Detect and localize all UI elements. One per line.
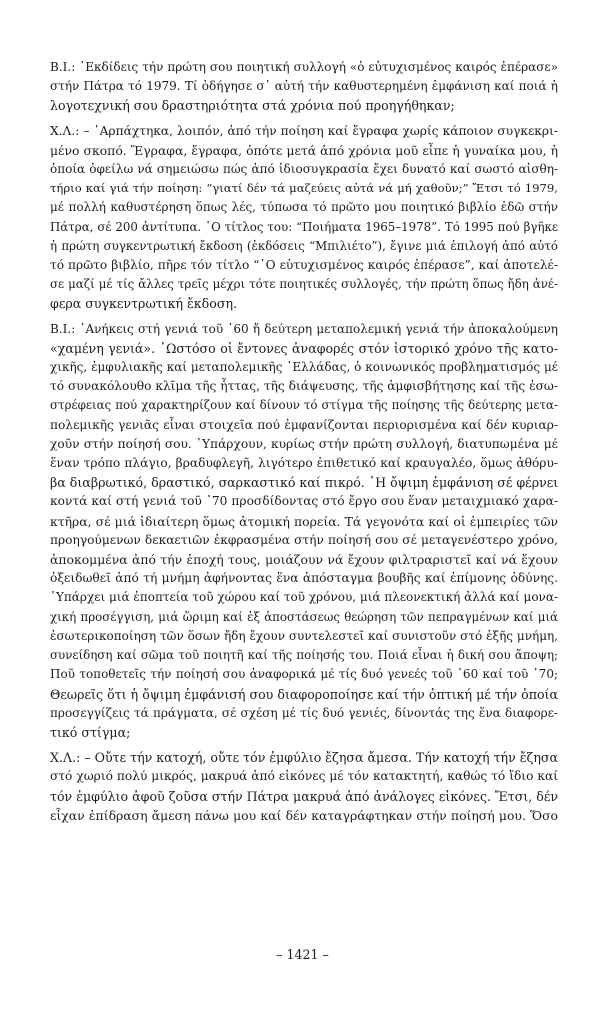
text-line: τό πρῶτο βιβλίο, πῆρε τόν τίτλο “῾Ο εὐτυχισμένος καιρός ἐπέρασε”, καί ἀποτελέ-: [50, 258, 558, 273]
text-line: τικό στίγμα;: [50, 724, 131, 740]
document-body: [50, 58, 558, 831]
text-line: τήριο καί γιά τήν ποίηση: “γιατί δέν τά μαζεύεις αὐτά νά μή χαθοῦν;” Ἔτσι τό 1979,: [50, 181, 558, 196]
text-line: Ποῦ τοποθετεῖς τήν ποίησή σου ἀναφορικά μέ τίς δυό γενεές τοῦ ᾿60 καί τοῦ ᾿70;: [50, 667, 558, 682]
text-line: ἐσωτερικοποίηση τῶν ὅσων ἤδη ἔχουν συντελεστεῖ καί συνιστοῦν στό ἑξῆς μνήμη,: [50, 628, 558, 643]
text-line: χοῦν στήν ποίησή σου. ῾Υπάρχουν, κυρίως στήν πρώτη συλλογή, διατυπωμένα μέ: [50, 436, 558, 451]
page-number: – 1421 –: [276, 947, 329, 962]
question-paragraph: [50, 320, 558, 742]
text-line: κοντά καί στή γενιά τοῦ ᾿70 προσδίδοντας στό ἔργο σου ἕναν μεταιχμιακό χαρα-: [50, 494, 558, 509]
text-line: στήν Πάτρα τό 1979. Τί ὁδήγησε σ᾿ αὐτή τήν καθυστερημένη ἐμφάνιση καί ποιά ἡ: [50, 79, 558, 94]
text-line: εἶχαν ἐπίδραση ἄμεση πάνω μου καί δέν καταγράφτηκαν στήν ποίησή μου. Ὅσο: [50, 807, 558, 823]
text-line: μέ πολλή καθυστέρηση ὅπως λές, τύπωσα τό πρῶτο μου ποιητικό βιβλίο ἐδῶ στήν: [50, 200, 558, 215]
text-line: ἀποκομμένα ἀπό τήν ἐποχή τους, μοιάζουν νά ἔχουν φιλτραριστεῖ καί νά ἔχουν: [50, 552, 558, 568]
text-line: λογοτεχνική σου δραστηριότητα στά χρόνια πού προηγήθηκαν;: [50, 98, 455, 114]
text-line: προηγούμενων δεκαετιῶν ἐκφρασμένα στήν ποίησή σου σέ μεταγενέστερο χρόνο,: [50, 532, 558, 547]
text-line: φερα συγκεντρωτική ἔκδοση.: [50, 296, 237, 312]
text-line: στό χωριό πολύ μικρός, μακρυά ἀπό εἰκόνες μέ τόν κατακτητή, καθώς τό ἴδιο καί: [50, 769, 558, 784]
text-line: χικῆς, ἐμφυλιακῆς καί μεταπολεμικῆς ῾Ελλάδας, ὁ κοινωνικός προβληματισμός μέ: [50, 360, 558, 375]
text-line: Πάτρα, σέ 200 ἀντίτυπα. ῾Ο τίτλος του: “Ποιήματα 1965–1978”. Τό 1995 πού βγῆκε: [50, 219, 558, 234]
text-line: κτῆρα, σέ μιά ἰδιαίτερη ὅμως ἀτομική πορεία. Τά γεγονότα καί οἱ ἐμπειρίες τῶν: [50, 513, 558, 529]
text-line: προσεγγίζεις τά πράγματα, σέ σχέση μέ τίς δυό γενιές, δίνοντάς της ἕνα διαφορε-: [50, 705, 558, 720]
question-paragraph: [50, 58, 558, 116]
text-line: ῾Υπάρχει μιά ἐποπτεία τοῦ χώρου καί τοῦ χρόνου, μιά πλεονεκτική ἀλλά καί μονα-: [50, 590, 558, 605]
text-line: ὀξειδωθεῖ ἀπό τή μνήμη ἀφήνοντας ἕνα ἀπόσταγμα βουβῆς καί ἐπίμονης ὀδύνης.: [50, 571, 558, 586]
text-line: σε μαζί μέ τίς ἄλλες τρεῖς μέχρι τότε ποιητικές συλλογές, τήν πρώτη ὅπως ἤδη ἀνέ-: [50, 277, 558, 292]
text-line: «χαμένη γενιά». ᾿Ωστόσο οἱ ἔντονες ἀναφορές στόν ἱστορικό χρόνο τῆς κατο-: [50, 340, 558, 356]
text-line: Θεωρεῖς ὅτι ἡ ὄψιμη ἐμφάνισή σου διαφοροποίησε καί τήν ὀπτική μέ τήν ὁποία: [50, 686, 558, 702]
text-line: πολεμικῆς γενιᾶς εἶναι στοιχεῖα πού ἐμφανίζονται περιορισμένα καί δέν κυριαρ-: [50, 417, 558, 432]
answer-paragraph: [50, 122, 558, 314]
text-line: Χ.Λ.: – Οὔτε τήν κατοχή, οὔτε τόν ἐμφύλιο ἔζησα ἄμεσα. Τήν κατοχή τήν ἔζησα: [50, 750, 558, 766]
text-line: ὁποία ὀφείλω νά σημειώσω πώς ἀπό ἰδιοσυγκρασία ἔχει δυνατό καί σωστό αἰσθη-: [50, 162, 558, 177]
text-line: Β.Ι.: ᾿Εκδίδεις τήν πρώτη σου ποιητική συλλογή «ὁ εὐτυχισμένος καιρός ἐπέρασε»: [50, 60, 558, 74]
text-line: βα διαβρωτικό, δραστικό, σαρκαστικό καί πικρό. ῾Η ὄψιμη ἐμφάνιση σέ φέρνει: [50, 475, 559, 491]
text-line: Χ.Λ.: – ᾿Αρπάχτηκα, λοιπόν, ἀπό τήν ποίηση καί ἔγραφα χωρίς κάποιον συγκεκρι-: [50, 123, 558, 138]
text-line: στρέφειας πού χαρακτηρίζουν καί δίνουν τό στίγμα τῆς ποίησης τῆς δεύτερης μετα-: [50, 398, 558, 413]
text-line: συνείδηση καί σῶμα τοῦ ποιητῆ καί τῆς ποίησής του. Ποιά εἶναι ἡ δική σου ἄποψη;: [50, 648, 558, 663]
text-line: τόν ἐμφύλιο ἀφοῦ ζοῦσα στήν Πάτρα μακρυά ἀπό ἀνάλογες εἰκόνες. Ἔτσι, δέν: [50, 788, 558, 804]
text-line: χική προσέγγιση, μιά ὥριμη καί ἐξ ἀποστάσεως θεώρηση τῶν πεπραγμένων καί μιά: [50, 609, 558, 624]
text-line: τό συνακόλουθο κλῖμα τῆς ἧττας, τῆς διάψευσης, τῆς ἀμφισβήτησης καί τῆς ἐσω-: [50, 379, 558, 394]
text-line: ἡ πρώτη συγκεντρωτική ἔκδοση (ἐκδόσεις “Μπιλιέτο”), ἔγινε μιά ἐπιλογή ἀπό αὐτό: [50, 238, 558, 253]
text-line: Β.Ι.: ᾿Ανήκεις στή γενιά τοῦ ᾿60 ἤ δεύτερη μεταπολεμική γενιά τήν ἀποκαλούμενη: [50, 321, 558, 336]
text-line: μένο σκοπό. Ἔγραφα, ἔγραφα, ὁπότε μετά ἀπό χρόνια μοῦ εἶπε ἡ γυναίκα μου, ἡ: [50, 142, 558, 158]
answer-paragraph: [50, 748, 558, 825]
text-line: ἕναν τρόπο πλάγιο, βραδυφλεγῆ, λιγότερο ἐπιθετικό καί κραυγαλέο, ὅμως ἀθόρυ-: [50, 456, 558, 471]
